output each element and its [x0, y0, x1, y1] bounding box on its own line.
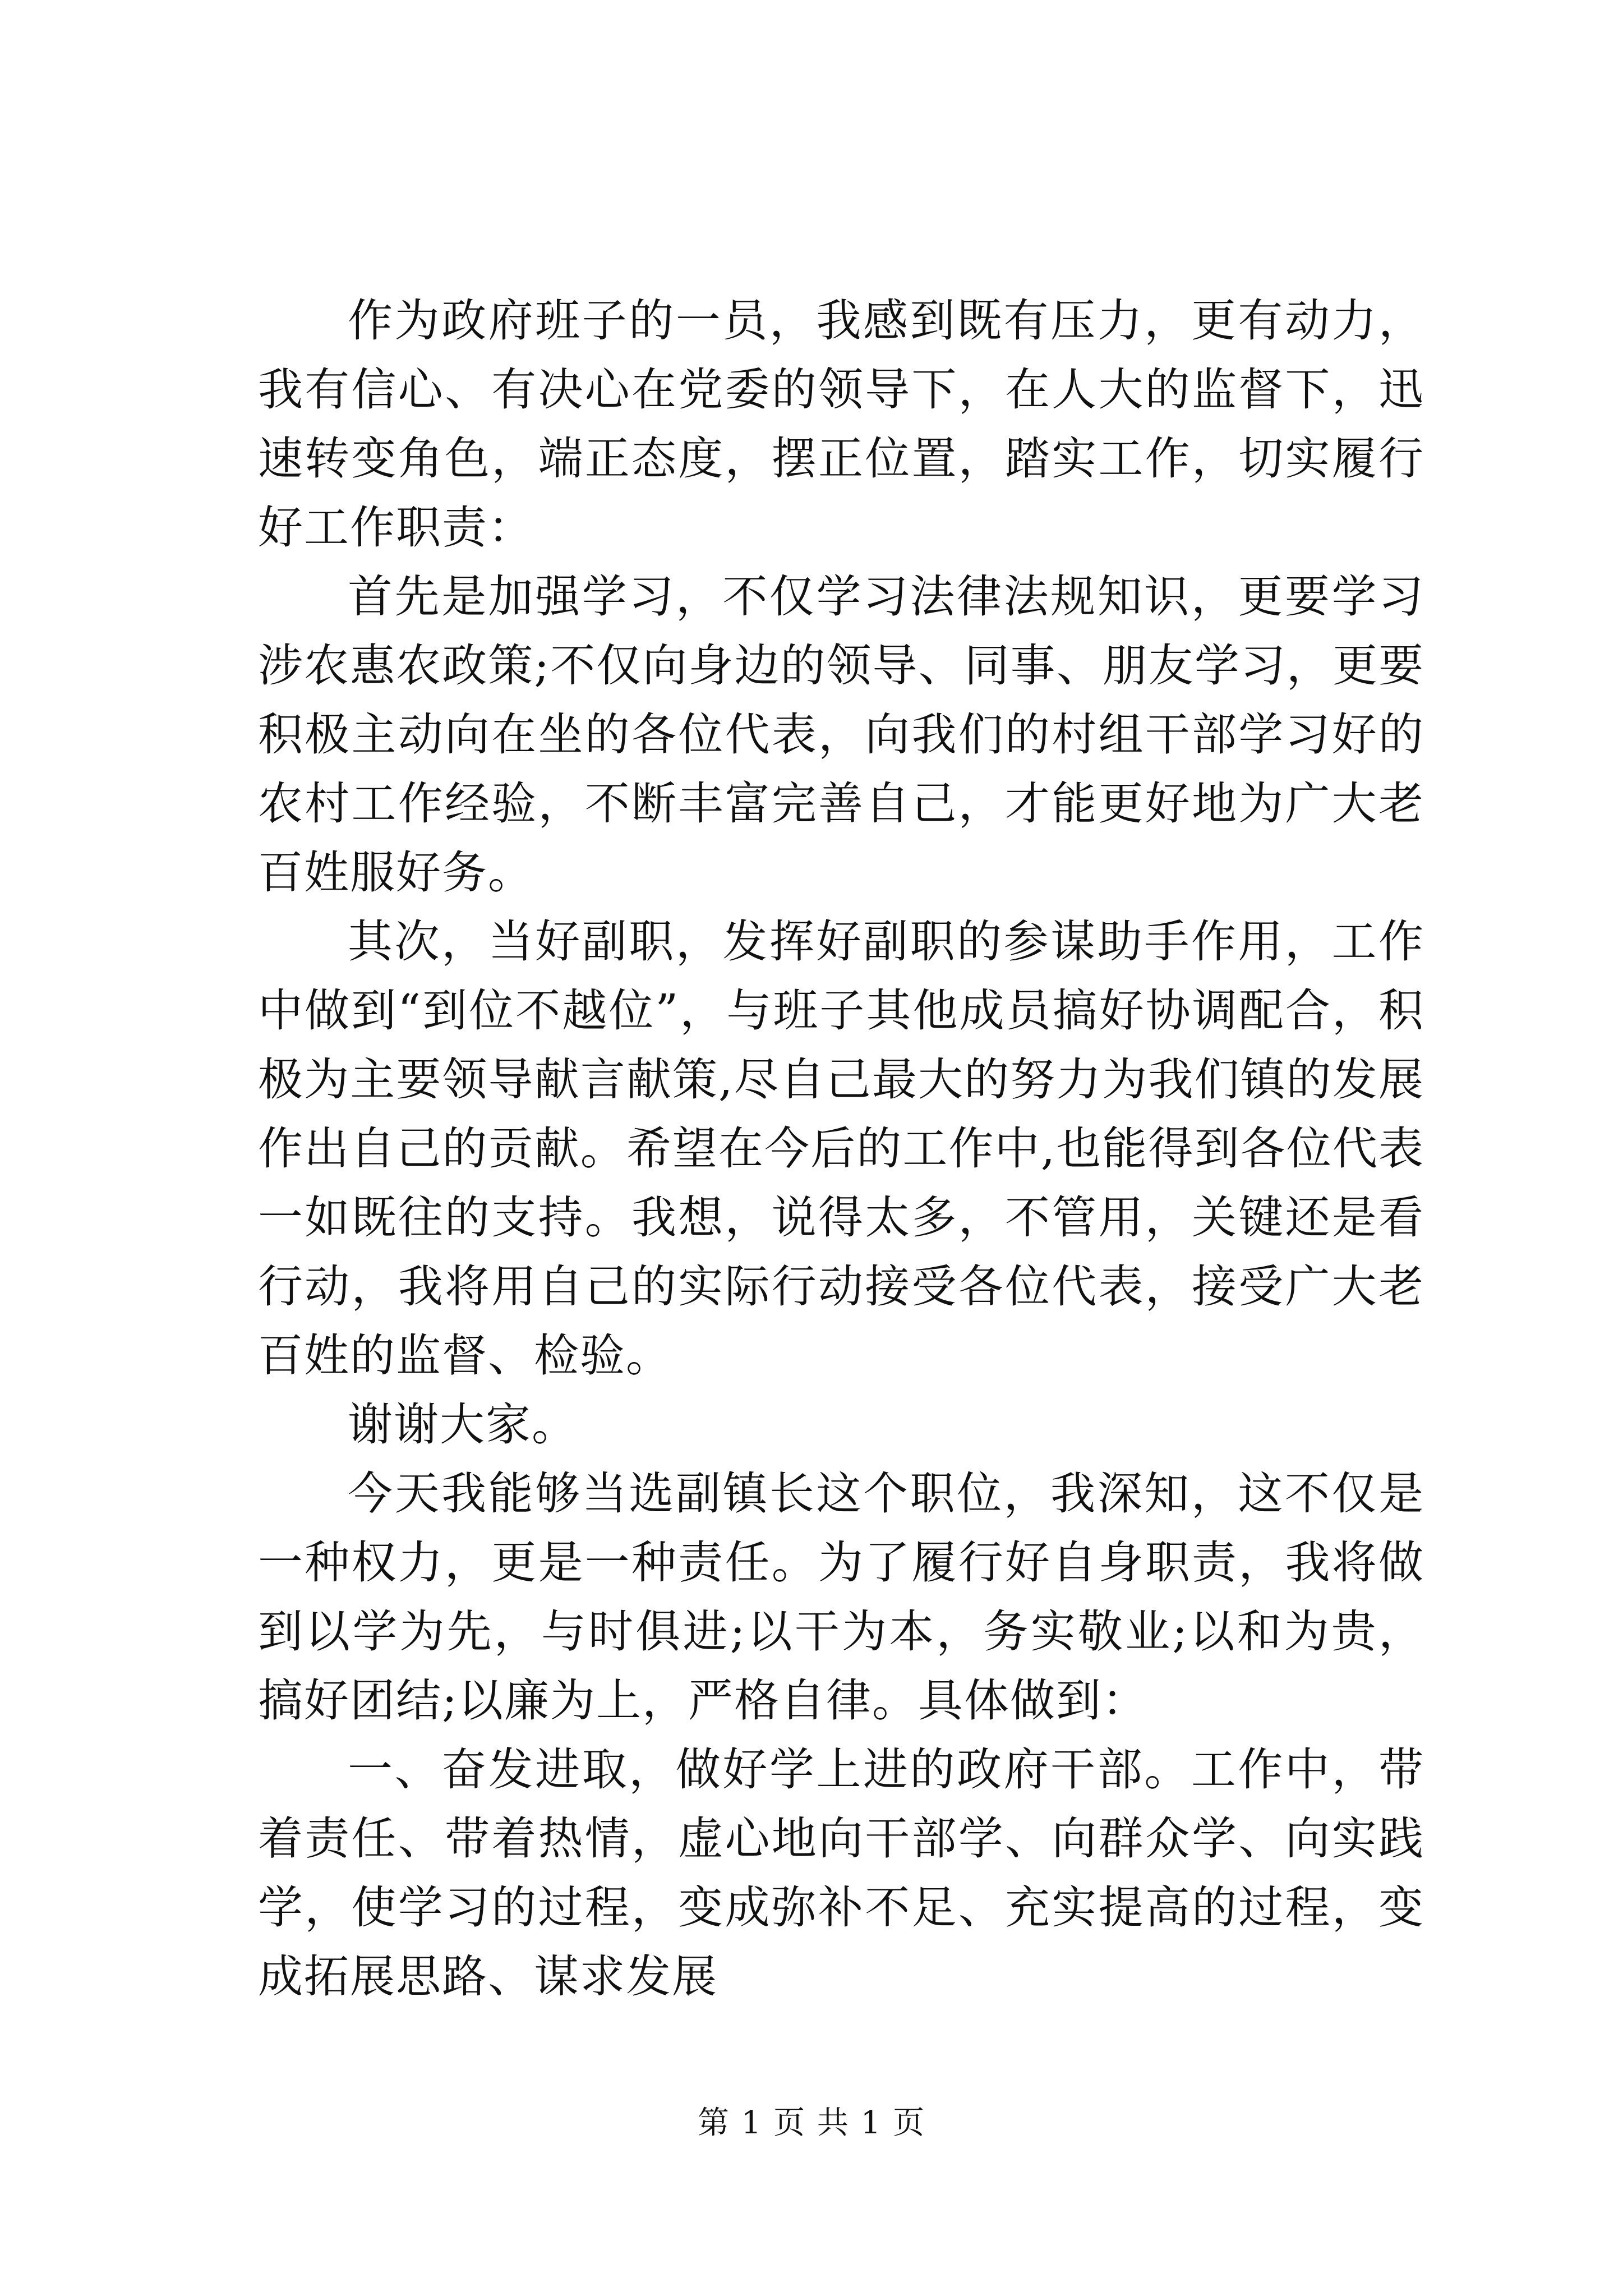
paragraph-3: 其次，当好副职，发挥好副职的参谋助手作用，工作中做到“到位不越位”，与班子其他成员搞好协调配合，积极为主要领导献言献策,尽自己最大的努力为我们镇的发展作出自己的贡献。希望在今后的工作中,也能得到各位代表一如既往的支持。我想，说得太多，不管用，关键还是看行动，我将用自己的实际行动接受各位代表，接受广大老百姓的监督、检验。 [258, 915, 1424, 1382]
paragraph-6: 一、奋发进取，做好学上进的政府干部。工作中，带着责任、带着热情，虚心地向干部学、向群众学、向实践学，使学习的过程，变成弥补不足、充实提高的过程，变成拓展思路、谋求发展 [258, 1743, 1424, 2003]
paragraph-5: 今天我能够当选副镇长这个职位，我深知，这不仅是一种权力，更是一种责任。为了履行好自身职责，我将做到以学为先，与时俱进;以干为本，务实敬业;以和为贵，搞好团结;以廉为上，严格自律。具体做到： [258, 1467, 1424, 1727]
paragraph-1: 作为政府班子的一员，我感到既有压力，更有动力，我有信心、有决心在党委的领导下，在人大的监督下，迅速转变角色，端正态度，摆正位置，踏实工作，切实履行好工作职责： [258, 295, 1424, 554]
paragraph-2: 首先是加强学习，不仅学习法律法规知识，更要学习涉农惠农政策;不仅向身边的领导、同事、朋友学习，更要积极主动向在坐的各位代表，向我们的村组干部学习好的农村工作经验，不断丰富完善自己，才能更好地为广大老百姓服好务。 [258, 570, 1424, 899]
page-footer: 第 1 页 共 1 页 [697, 2105, 926, 2141]
document-body [258, 286, 1424, 2011]
paragraph-4: 谢谢大家。 [348, 1398, 578, 1451]
